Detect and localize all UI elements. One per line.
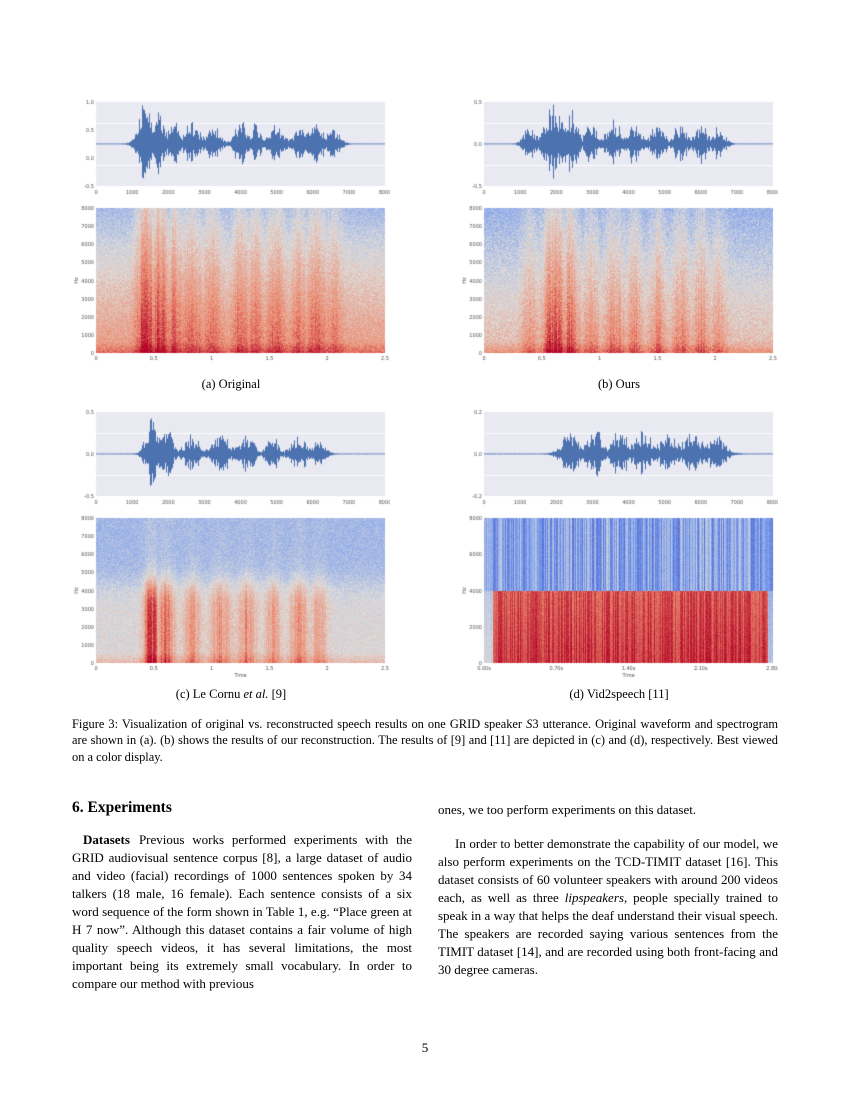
paragraph-continuation: ones, we too perform experiments on this dataset. [438, 802, 697, 817]
caption-text: (c) Le Cornu [175, 686, 244, 701]
column-left [72, 799, 412, 992]
spectrogram-plot-d [460, 515, 778, 678]
subfigure-a [72, 98, 390, 392]
paragraph-lead-label: Datasets [83, 832, 130, 847]
paragraph-datasets [72, 831, 412, 992]
figure-caption-text: 3 utterance. Original waveform and spectrogram are shown in (a). (b) shows the results of our reconstruction. The results of [9] and [11] are depicted in (c) and (d), respectively. Best viewed on a color display. [72, 716, 778, 764]
waveform-plot-d [460, 408, 778, 508]
waveform-plot-c [72, 408, 390, 508]
figure-3 [72, 98, 778, 765]
section-heading: 6. Experiments [72, 799, 172, 816]
spectrogram-plot-b [460, 205, 778, 368]
spectrogram-plot-a [72, 205, 390, 368]
waveform-plot-a [72, 98, 390, 198]
paragraph-text: , people specially trained to speak in a way that helps the deaf understand their visual speech. The speakers are recorded saying various sentences from the TIMIT dataset [14], and are recorded using both front-facing and 30 degree cameras. [438, 889, 778, 977]
subfigure-b [460, 98, 778, 392]
figure-grid [72, 98, 778, 702]
figure-caption [72, 716, 778, 766]
section-experiments [72, 799, 778, 992]
figure-caption-text: Figure 3: Visualization of original vs. reconstructed speech results on one GRID speaker [72, 716, 527, 731]
spectrogram-plot-c [72, 515, 390, 678]
paragraph-emphasis: lipspeakers [564, 889, 624, 905]
caption-text: [9] [268, 686, 287, 701]
paragraph-text: Previous works performed experiments with the GRID audiovisual sentence corpus [8], a large dataset of audio and video (facial) recordings of 1000 sentences spoken by 34 talkers (18 male, 16 female). Each sentence consists of a six word sequence of the form shown in Table 1, e.g. “Place green at H 7 now”. Although this dataset contains a fair volume of high quality speech videos, it has several limitations, the most important being its extremely small vocabulary. In order to compare our method with previous [72, 832, 412, 991]
paragraph-text: In order to better demonstrate the capability of our model, we also perform experiments on the TCD-TIMIT dataset [16]. This dataset consists of 60 volunteer speakers with around 200 videos each, as well as three [438, 835, 778, 905]
subfigure-caption-b [460, 378, 778, 392]
column-right [438, 799, 778, 992]
subfigure-d [460, 408, 778, 702]
caption-text: (a) Original [201, 377, 261, 391]
caption-text: (d) Vid2speech [11] [569, 686, 669, 701]
caption-text: (b) Ours [597, 377, 640, 391]
subfigure-caption-a [72, 378, 390, 392]
page-number: 5 [421, 1040, 429, 1055]
caption-emphasis: et al. [243, 686, 269, 701]
subfigure-caption-d [460, 688, 778, 702]
subfigure-caption-c [72, 688, 390, 702]
paragraph-tcd-timit [438, 835, 778, 979]
math-symbol: S [526, 716, 533, 731]
subfigure-c [72, 408, 390, 702]
waveform-plot-b [460, 98, 778, 198]
